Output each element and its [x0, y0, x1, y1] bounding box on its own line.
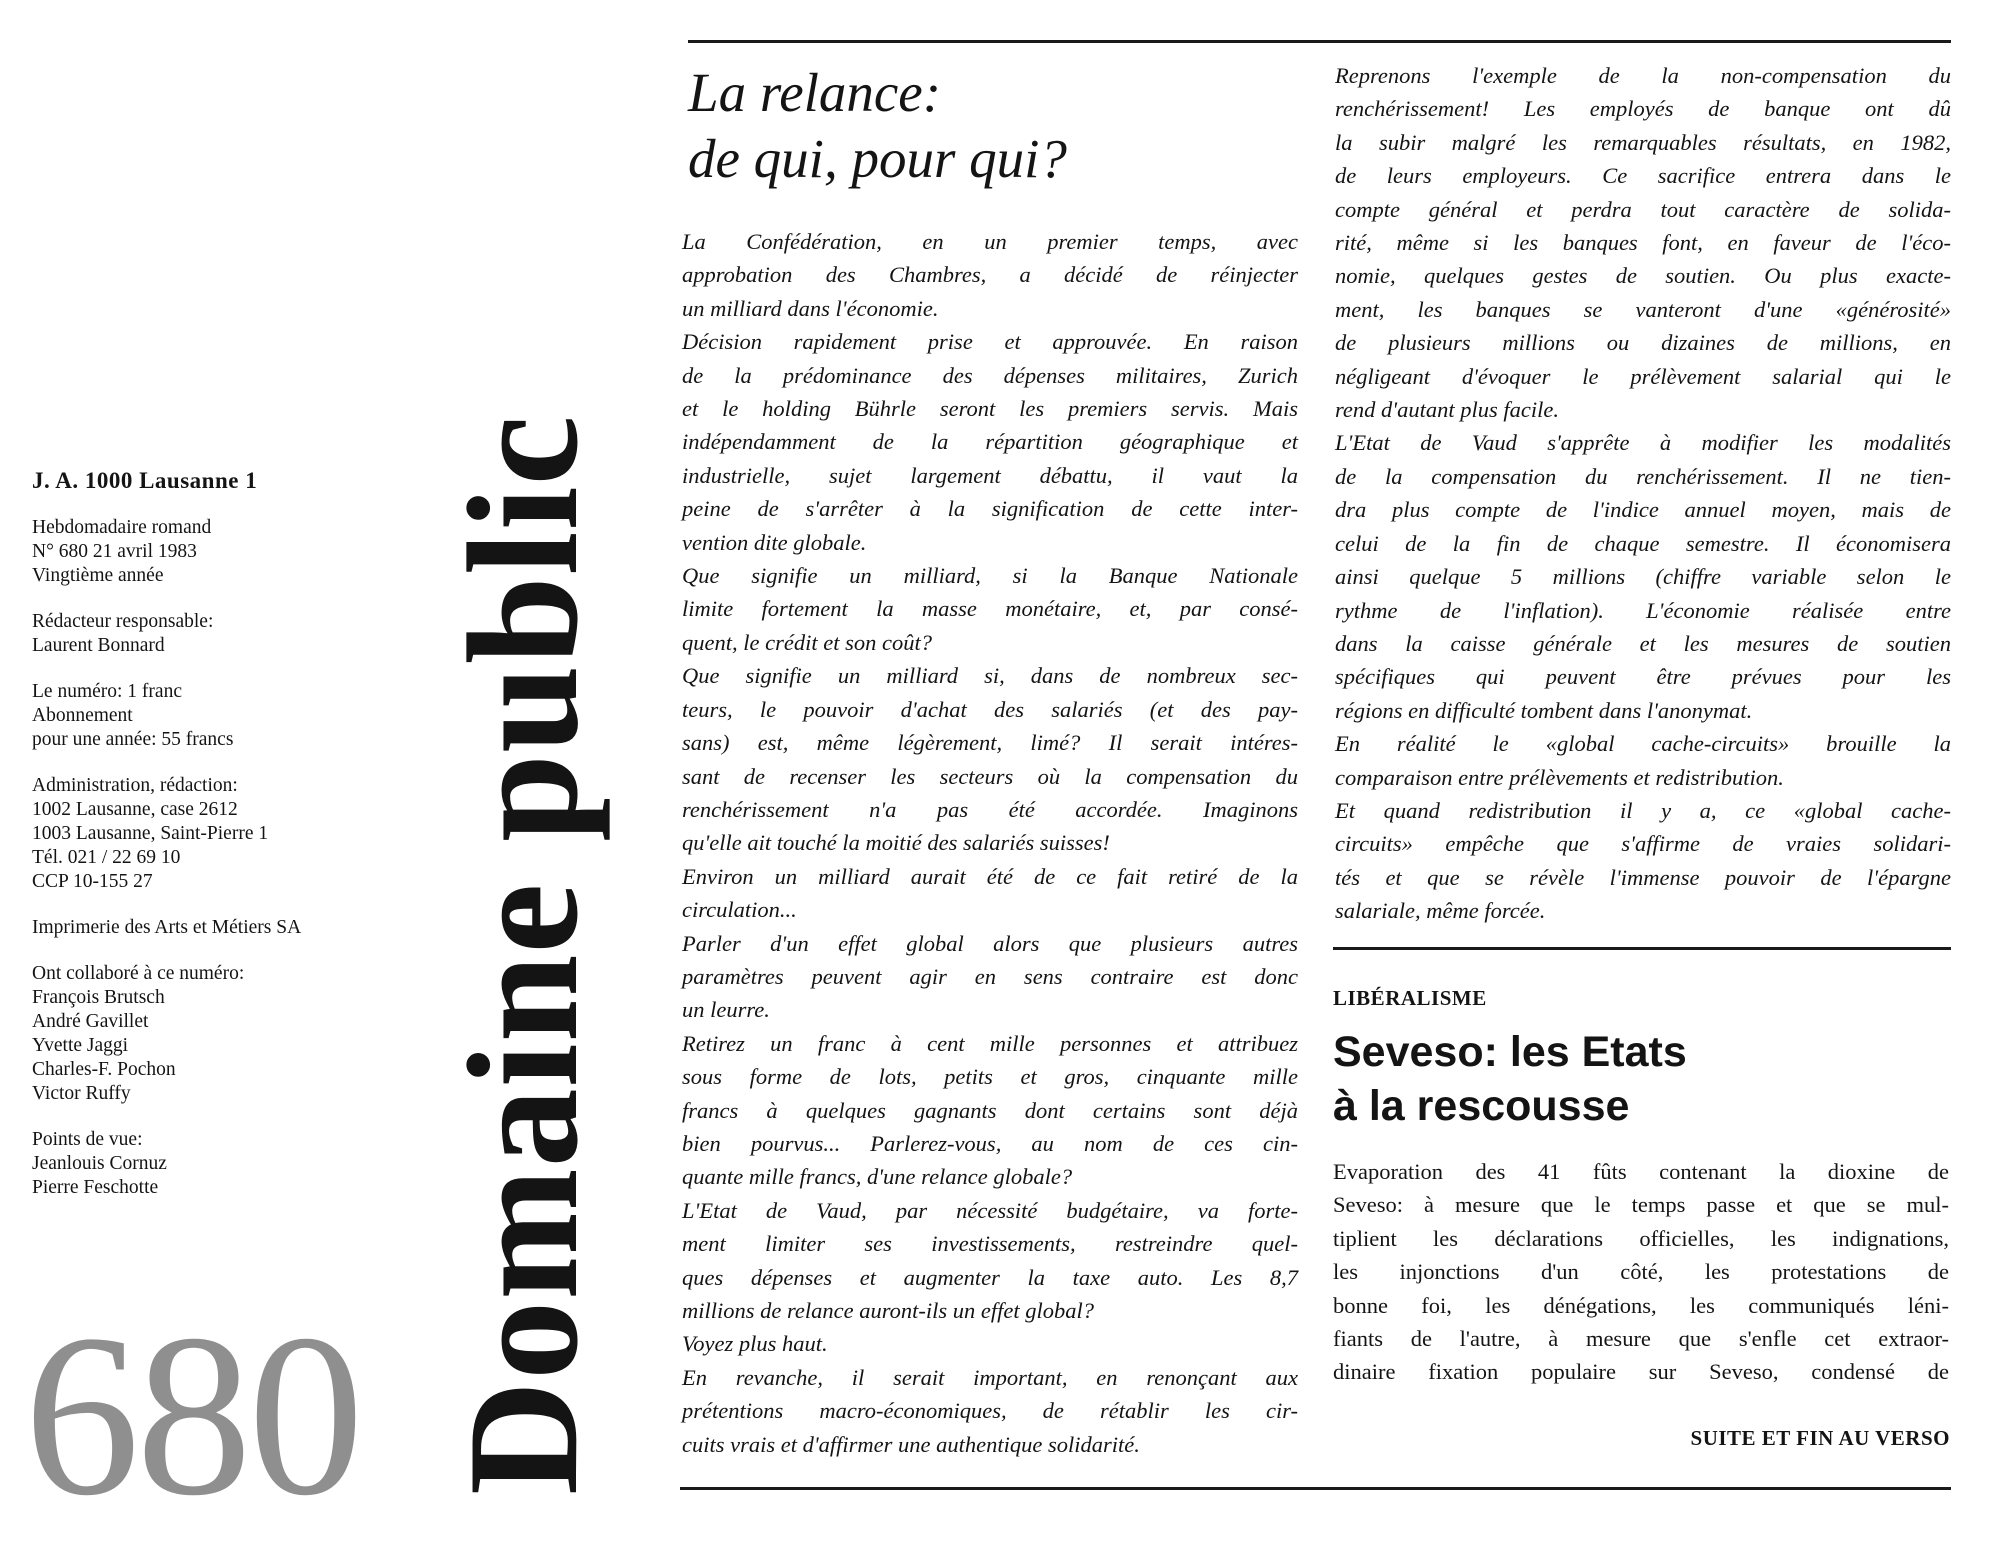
article-line: quante mille francs, d'une relance globale?: [682, 1164, 1073, 1190]
masthead-title: Domaine public: [436, 414, 611, 1495]
info-line: Le numéro: 1 franc: [32, 681, 182, 702]
info-line: Rédacteur responsable:: [32, 611, 214, 632]
article-line: circuits» empêche que s'affirme de vraies solidari-: [1335, 831, 1951, 857]
article-line: francs à quelques gagnants dont certains sont déjà: [682, 1097, 1298, 1123]
info-block: [32, 962, 392, 1106]
article-line: L'Etat de Vaud, par nécessité budgétaire, va forte-: [682, 1197, 1298, 1223]
article-line: Retirez un franc à cent mille personnes et attribuez: [682, 1030, 1298, 1056]
issue-number: 680: [24, 1287, 360, 1544]
info-line: Administration, rédaction:: [32, 775, 238, 796]
article-line: un milliard dans l'économie.: [682, 295, 939, 321]
info-line: Hebdomadaire romand: [32, 517, 212, 538]
article-line: En revanche, il serait important, en renonçant aux: [682, 1364, 1298, 1390]
article-line: comparaison entre prélèvements et redistribution.: [1335, 764, 1784, 790]
article-line: indépendamment de la répartition géographique et: [682, 429, 1298, 455]
article-line: vention dite globale.: [682, 529, 867, 555]
mailing-line: J. A. 1000 Lausanne 1: [32, 468, 258, 493]
info-line: pour une année: 55 francs: [32, 729, 234, 750]
article-line: de plusieurs millions ou dizaines de millions, en: [1335, 330, 1951, 356]
seveso-headline-line: à la rescousse: [1333, 1082, 1630, 1130]
article-line: Environ un milliard aurait été de ce fait retiré de la: [682, 863, 1298, 889]
info-line: Ont collaboré à ce numéro:: [32, 963, 245, 984]
article-line: rité, même si les banques font, en faveur de l'éco-: [1335, 230, 1951, 256]
info-line: N° 680 21 avril 1983: [32, 541, 197, 562]
article-line: En réalité le «global cache-circuits» brouille la: [1335, 731, 1951, 757]
seveso-headline: [1333, 1025, 1687, 1133]
article-line: sant de recenser les secteurs où la compensation du: [682, 763, 1298, 789]
article-line: régions en difficulté tombent dans l'anonymat.: [1335, 697, 1753, 723]
article-column-1: [682, 225, 1298, 1461]
article-line: de leurs employeurs. Ce sacrifice entrera dans le: [1335, 163, 1951, 189]
article-line: bonne foi, les dénégations, les communiqués léni-: [1333, 1292, 1949, 1318]
article-line: L'Etat de Vaud s'apprête à modifier les modalités: [1335, 430, 1951, 456]
info-line: Laurent Bonnard: [32, 635, 165, 656]
article-line: Décision rapidement prise et approuvée. En raison: [682, 329, 1298, 355]
article-line: Parler d'un effet global alors que plusieurs autres: [682, 930, 1298, 956]
info-line: 1003 Lausanne, Saint-Pierre 1: [32, 823, 269, 844]
info-line: Charles-F. Pochon: [32, 1059, 176, 1080]
article-line: de la prédominance des dépenses militaires, Zurich: [682, 362, 1298, 388]
article-line: sous forme de lots, petits et gros, cinquante mille: [682, 1064, 1298, 1090]
article-line: approbation des Chambres, a décidé de réinjecter: [682, 262, 1298, 288]
info-blocks: [32, 516, 392, 1200]
article-line: les injonctions d'un côté, les protestations de: [1333, 1259, 1949, 1285]
info-block: [32, 916, 392, 940]
article-line: Que signifie un milliard si, dans de nombreux sec-: [682, 663, 1298, 689]
article-line: de la compensation du renchérissement. Il ne tien-: [1335, 463, 1951, 489]
article-line: circulation...: [682, 897, 797, 923]
info-line: CCP 10-155 27: [32, 871, 153, 892]
info-block: [32, 1128, 392, 1200]
main-headline-line: de qui, pour qui?: [688, 128, 1067, 189]
article-line: Evaporation des 41 fûts contenant la dioxine de: [1333, 1159, 1949, 1184]
article-line: Voyez plus haut.: [682, 1331, 828, 1357]
article-line: quent, le crédit et son coût?: [682, 629, 932, 655]
info-line: Yvette Jaggi: [32, 1035, 129, 1056]
article-line: dinaire fixation populaire sur Seveso, condensé de: [1333, 1359, 1949, 1385]
info-line: Imprimerie des Arts et Métiers SA: [32, 917, 302, 938]
article-line: rend d'autant plus facile.: [1335, 397, 1559, 423]
info-line: Victor Ruffy: [32, 1083, 131, 1104]
article-line: prétentions macro-économiques, de rétablir les cir-: [682, 1398, 1298, 1424]
continued-on-back: SUITE ET FIN AU VERSO: [1690, 1426, 1950, 1450]
article-line: et le holding Bührle seront les premiers servis. Mais: [682, 396, 1298, 422]
seveso-article-body: [1333, 1155, 1949, 1389]
article-line: spécifiques qui peuvent être prévues pour les: [1335, 664, 1951, 690]
article-line: celui de la fin de chaque semestre. Il économisera: [1335, 530, 1951, 556]
article-line: renchérissement n'a pas été accordée. Imaginons: [682, 796, 1298, 822]
main-headline: [688, 60, 1067, 192]
info-block: [32, 774, 392, 894]
article-line: rythme de l'inflation). L'économie réalisée entre: [1335, 597, 1951, 623]
article-line: cuits vrais et d'affirmer une authentique solidarité.: [682, 1431, 1140, 1457]
main-headline-line: La relance:: [688, 62, 942, 123]
article-line: dans la caisse générale et les mesures de soutien: [1335, 630, 1951, 656]
article-line: ques dépenses et augmenter la taxe auto. Les 8,7: [682, 1264, 1298, 1290]
article-line: dra plus compte de l'indice annuel moyen, mais de: [1335, 497, 1951, 523]
info-line: Points de vue:: [32, 1129, 143, 1150]
article-column-2: [1335, 59, 1951, 928]
article-line: La Confédération, en un premier temps, avec: [682, 229, 1298, 254]
article-line: tés et que se révèle l'immense pouvoir de l'épargne: [1335, 864, 1951, 890]
info-line: Jeanlouis Cornuz: [32, 1153, 167, 1174]
article-line: tiplient les déclarations officielles, les indignations,: [1333, 1225, 1949, 1251]
article-line: Reprenons l'exemple de la non-compensation du: [1335, 63, 1951, 88]
article-line: renchérissement! Les employés de banque ont dû: [1335, 96, 1951, 122]
info-line: François Brutsch: [32, 987, 165, 1008]
article-line: qu'elle ait touché la moitié des salariés suisses!: [682, 830, 1110, 856]
article-line: limite fortement la masse monétaire, et, par consé-: [682, 596, 1298, 622]
top-rule: [688, 40, 1951, 43]
info-line: Abonnement: [32, 705, 133, 726]
article-line: Seveso: à mesure que le temps passe et que se mul-: [1333, 1192, 1949, 1218]
article-line: industrielle, sujet largement débattu, il vaut la: [682, 462, 1298, 488]
article-line: bien pourvus... Parlerez-vous, au nom de ces cin-: [682, 1130, 1298, 1156]
publication-info: [32, 468, 392, 1222]
section-kicker: LIBÉRALISME: [1333, 986, 1487, 1010]
article-line: teurs, le pouvoir d'achat des salariés (et des pay-: [682, 696, 1298, 722]
bottom-rule: [680, 1487, 1951, 1490]
article-line: paramètres peuvent agir en sens contraire est donc: [682, 963, 1298, 989]
info-line: 1002 Lausanne, case 2612: [32, 799, 238, 820]
seveso-headline-line: Seveso: les Etats: [1333, 1028, 1687, 1076]
info-line: André Gavillet: [32, 1011, 149, 1032]
article-line: un leurre.: [682, 997, 770, 1023]
column-divider-rule: [1333, 947, 1951, 950]
article-line: compte général et perdra tout caractère de solida-: [1335, 196, 1951, 222]
article-line: salariale, même forcée.: [1335, 898, 1546, 924]
article-line: millions de relance auront-ils un effet global?: [682, 1298, 1095, 1323]
info-block: [32, 516, 392, 588]
info-line: Vingtième année: [32, 565, 164, 586]
article-line: nomie, quelques gestes de soutien. Ou plus exacte-: [1335, 263, 1951, 289]
article-line: ment limiter ses investissements, restreindre quel-: [682, 1231, 1298, 1257]
article-line: négligeant d'évoquer le prélèvement salarial qui le: [1335, 363, 1951, 389]
article-line: sans) est, même légèrement, limé? Il serait intéres-: [682, 730, 1298, 756]
article-line: Que signifie un milliard, si la Banque Nationale: [682, 563, 1298, 589]
article-line: la subir malgré les remarquables résultats, en 1982,: [1335, 129, 1951, 155]
article-line: fiants de l'autre, à mesure que s'enfle cet extraor-: [1333, 1326, 1949, 1352]
info-line: Tél. 021 / 22 69 10: [32, 847, 181, 868]
article-line: Et quand redistribution il y a, ce «global cache-: [1335, 797, 1951, 823]
article-line: ainsi quelque 5 millions (chiffre variable selon le: [1335, 564, 1951, 590]
info-block: [32, 680, 392, 752]
info-block: [32, 610, 392, 658]
info-line: Pierre Feschotte: [32, 1177, 159, 1198]
article-line: peine de s'arrêter à la signification de cette inter-: [682, 496, 1298, 522]
article-line: ment, les banques se vanteront d'une «générosité»: [1335, 296, 1951, 322]
